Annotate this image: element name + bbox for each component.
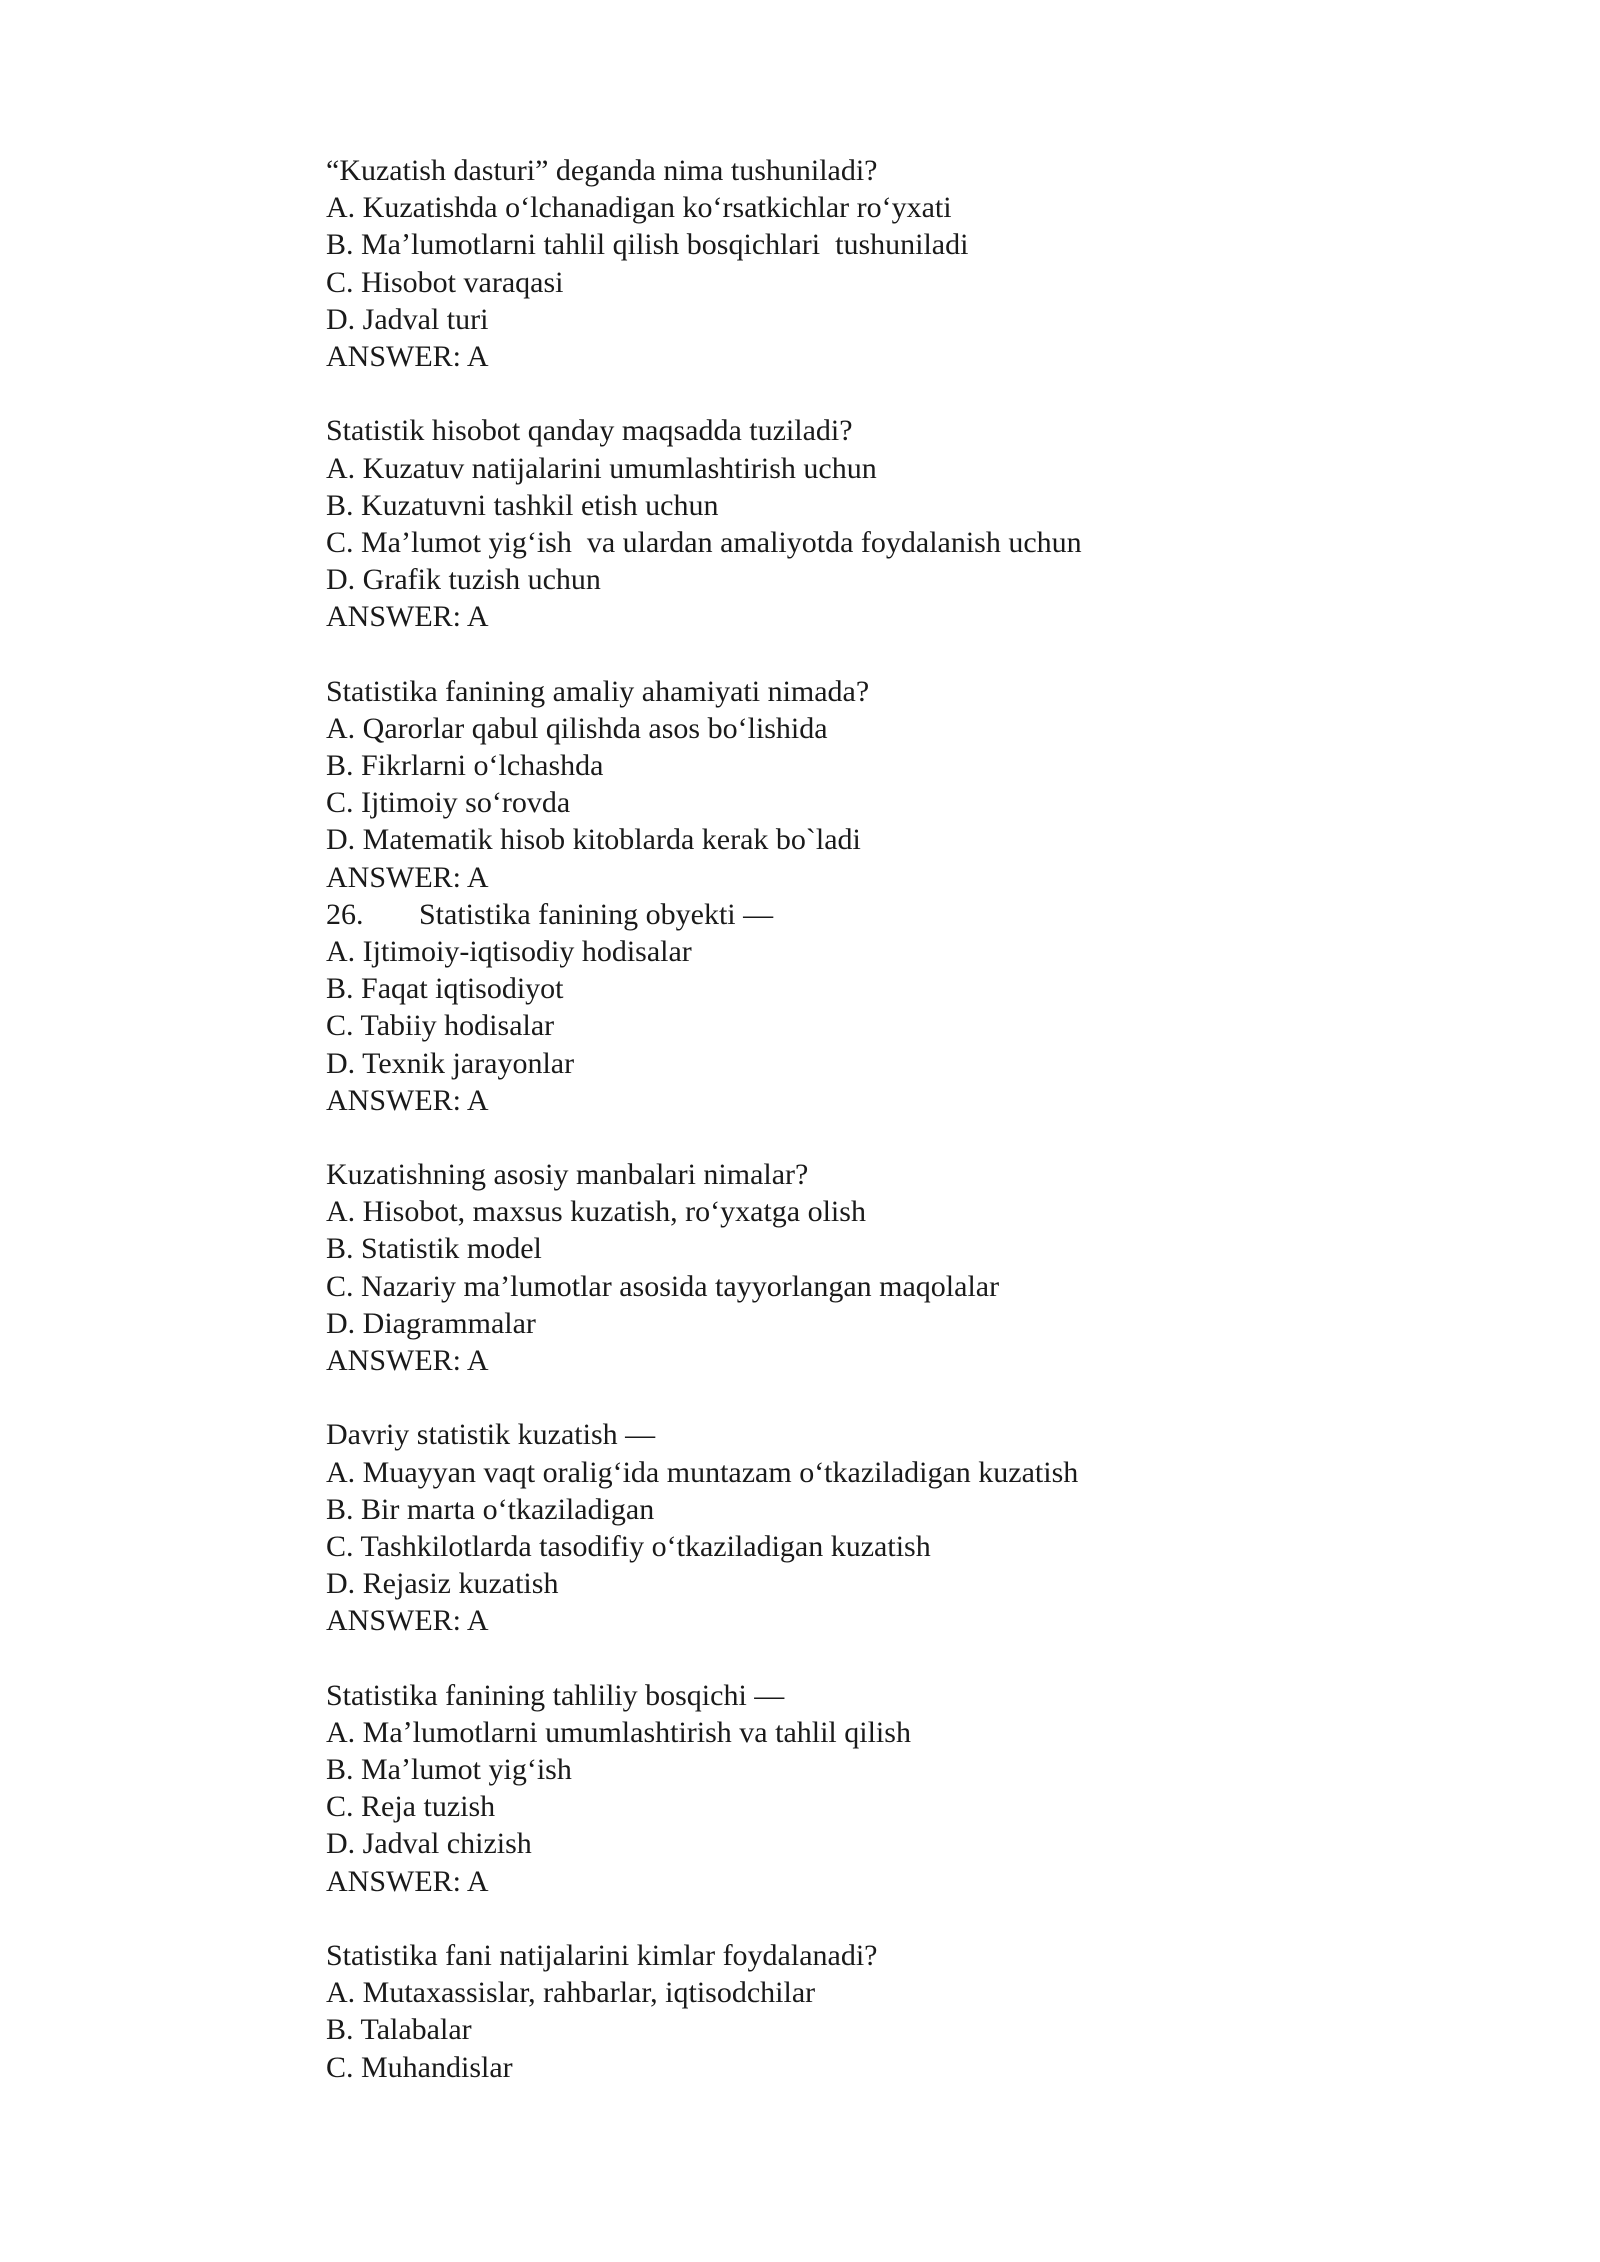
option-b: B. Kuzatuvni tashkil etish uchun (326, 488, 719, 522)
option-c: C. Reja tuzish (326, 1790, 496, 1824)
question-block (326, 152, 1326, 375)
option-a: A. Mutaxassislar, rahbarlar, iqtisodchilar (326, 1976, 816, 2010)
option-a: A. Kuzatishda oʻlchanadigan koʻrsatkichlar roʻyxati (326, 191, 952, 225)
question-text: Statistika fanining amaliy ahamiyati nimada? (326, 674, 870, 708)
question-text: “Kuzatish dasturi” deganda nima tushuniladi? (326, 154, 878, 187)
question-text: Statistik hisobot qanday maqsadda tuziladi? (326, 414, 853, 448)
option-b: B. Fikrlarni oʻlchashda (326, 749, 604, 782)
option-a: A. Qarorlar qabul qilishda asos boʻlishida (326, 711, 828, 745)
option-b: B. Bir marta oʻtkaziladigan (326, 1492, 655, 1526)
option-d: D. Diagrammalar (326, 1306, 536, 1340)
answer-line: ANSWER: A (326, 1083, 489, 1117)
question-number: 26. (326, 897, 364, 931)
document-body (326, 152, 1326, 2086)
question-block (326, 1677, 1326, 1900)
option-a: A. Kuzatuv natijalarini umumlashtirish uchun (326, 451, 877, 485)
option-c: C. Ijtimoiy soʻrovda (326, 786, 571, 820)
answer-line: ANSWER: A (326, 600, 489, 634)
answer-line: ANSWER: A (326, 339, 489, 373)
option-b: B. Talabalar (326, 2013, 472, 2047)
option-a: A. Hisobot, maxsus kuzatish, roʻyxatga olish (326, 1195, 866, 1229)
option-d: D. Texnik jarayonlar (326, 1046, 575, 1080)
option-c: C. Hisobot varaqasi (326, 265, 564, 299)
question-text: Statistika fanining tahliliy bosqichi — (326, 1678, 785, 1712)
question-block (326, 412, 1326, 635)
question-text: Statistika fani natijalarini kimlar foydalanadi? (326, 1939, 878, 1972)
question-block (326, 1937, 1326, 2086)
question-block (326, 896, 1326, 1119)
option-c: C. Muhandislar (326, 2050, 513, 2084)
question-text: Statistika fanining obyekti — (419, 897, 774, 931)
option-b: B. Statistik model (326, 1232, 542, 1266)
option-d: D. Rejasiz kuzatish (326, 1567, 559, 1601)
answer-line: ANSWER: A (326, 1344, 489, 1377)
question-block (326, 1416, 1326, 1639)
answer-line: ANSWER: A (326, 1864, 489, 1898)
option-d: D. Jadval chizish (326, 1827, 532, 1861)
question-text: Davriy statistik kuzatish — (326, 1418, 656, 1452)
question-block (326, 673, 1326, 896)
question-block (326, 1156, 1326, 1379)
option-c: C. Tabiiy hodisalar (326, 1009, 555, 1043)
answer-line: ANSWER: A (326, 1604, 489, 1638)
option-d: D. Grafik tuzish uchun (326, 563, 601, 597)
option-b: B. Faqat iqtisodiyot (326, 972, 564, 1006)
option-b: B. Maʼlumotlarni tahlil qilish bosqichlari tushuniladi (326, 228, 969, 262)
option-a: A. Ijtimoiy-iqtisodiy hodisalar (326, 934, 692, 968)
option-c: C. Tashkilotlarda tasodifiy oʻtkaziladigan kuzatish (326, 1529, 931, 1563)
option-d: D. Matematik hisob kitoblarda kerak bo`ladi (326, 823, 861, 857)
option-d: D. Jadval turi (326, 302, 489, 336)
option-a: A. Muayyan vaqt oraligʻida muntazam oʻtkaziladigan kuzatish (326, 1455, 1079, 1489)
option-c: C. Nazariy ma’lumotlar asosida tayyorlangan maqolalar (326, 1269, 1000, 1303)
answer-line: ANSWER: A (326, 860, 489, 894)
option-a: A. Maʼlumotlarni umumlashtirish va tahlil qilish (326, 1715, 911, 1749)
option-b: B. Maʼlumot yigʻish (326, 1753, 572, 1787)
question-text: Kuzatishning asosiy manbalari nimalar? (326, 1158, 809, 1192)
option-c: C. Ma’lumot yigʻish va ulardan amaliyotda foydalanish uchun (326, 525, 1082, 559)
question-line (326, 896, 1326, 933)
